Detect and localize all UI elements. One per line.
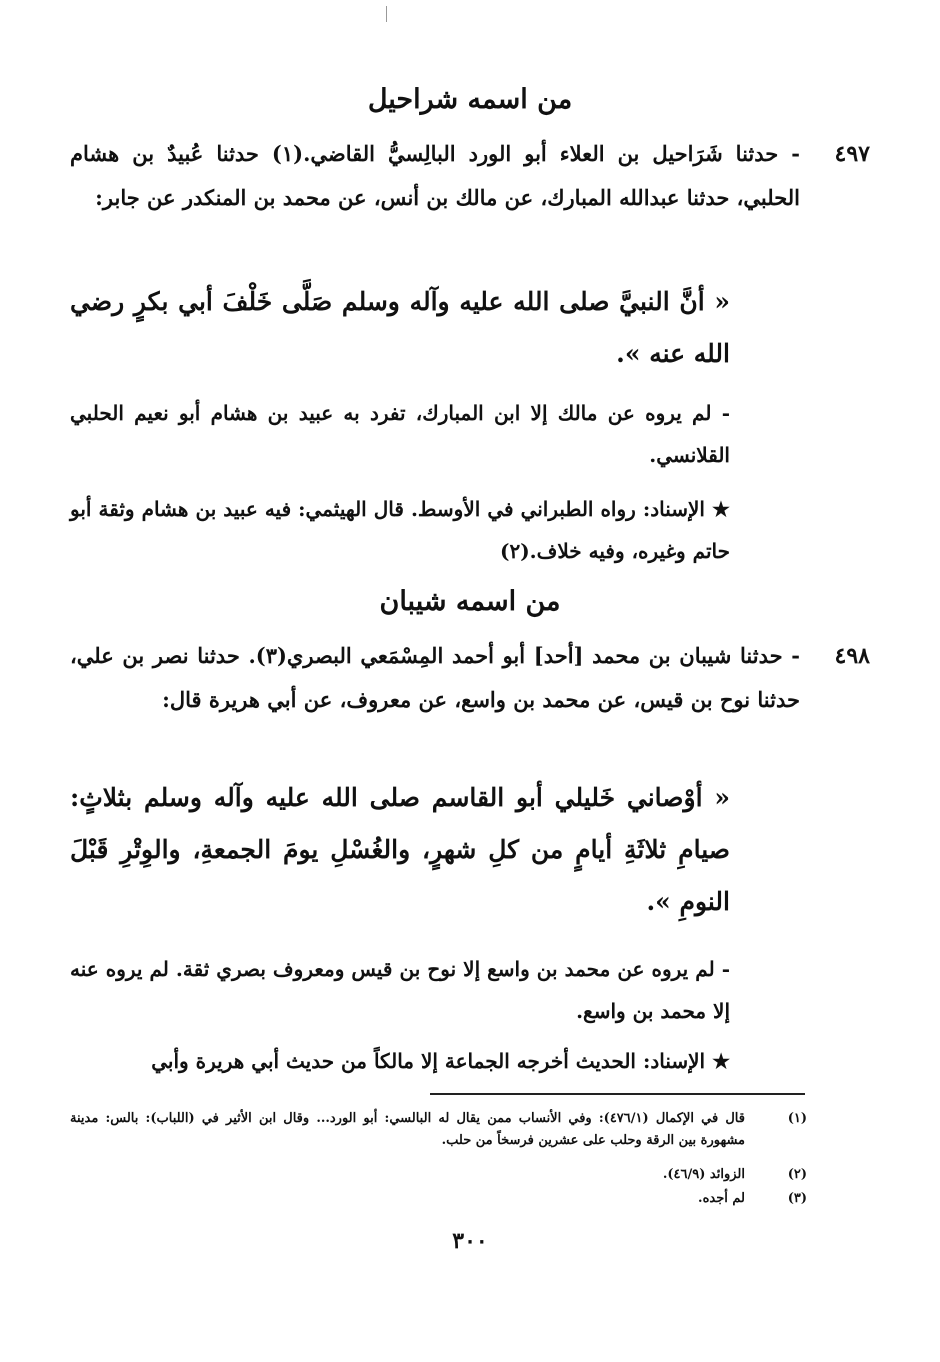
entry-number: ٤٩٨ [834,643,870,669]
footnote-text: الزوائد (٤٦/٩). [662,1167,745,1182]
section-heading: من اسمه شراحيل [367,84,573,115]
footnote-rule [430,1093,805,1095]
footnote-text: قال في الإكمال (٤٧٦/١): وفي الأنساب ممن يقال له البالسي: أبو الورد... وقال ابن الأثير في (اللباب): بالس: مدينة مشهورة بين الرقة وحلب على عشرين فرسخاً من حلب. [70,1111,745,1148]
footnote [70,1108,805,1152]
isnad-text: الحديث أخرجه الجماعة إلا مالكاً من حديث أبي هريرة وأبي [151,1049,636,1073]
hadith-text: « أوْصاني خَليلي أبو القاسم صلى الله عليه وآله وسلم بثلاثٍ: صيامِ ثلاثَةِ أيامٍ من كلِ شهرٍ، والغُسْلِ يومَ الجمعةِ، والوِتْرِ قَبْلَ النومِ ». [70,783,730,916]
isnad-note [70,1040,730,1082]
hadith-entry [70,132,870,220]
scan-mark [386,6,387,22]
entry-number: ٤٩٧ [834,141,870,167]
footnote-number: (٣) [787,1191,807,1206]
remark: - لم يروه عن مالك إلا ابن المبارك، تفرد به عبيد بن هشام أبو نعيم الحلبي القلانسي. [70,401,730,467]
isnad-label: ★ الإسناد: [642,1049,730,1073]
footnote [70,1164,805,1186]
page-number: ٣٠٠ [452,1228,488,1254]
footnote-text: لم أجده. [698,1191,745,1206]
remark: - لم يروه عن محمد بن واسع إلا نوح بن قيس ومعروف بصري ثقة. لم يروه عنه إلا محمد بن واسع. [70,957,730,1023]
footnote-number: (١) [787,1111,807,1126]
isnad-text: رواه الطبراني في الأوسط. قال الهيثمي: فيه عبيد بن هشام وثقة أبو حاتم وغيره، وفيه خلاف.(٢) [70,497,730,563]
isnad-label: ★ الإسناد: [642,497,731,521]
isnad-note [70,488,730,572]
entry-text: - حدثنا شيبان بن محمد [أحد] أبو أحمد المِسْمَعي البصري(٣). حدثنا نصر بن علي، حدثنا نوح بن قيس، عن محمد بن واسع، عن معروف، عن أبي هريرة قال: [70,643,800,712]
footnote-number: (٢) [787,1167,807,1182]
section-heading: من اسمه شيبان [379,586,561,617]
entry-text: - حدثنا شَرَاحيل بن العلاء أبو الورد البالِسيُّ القاضي.(١) حدثنا عُبيدٌ بن هشام الحلبي، حدثنا عبدالله المبارك، عن مالك بن أنس، عن محمد بن المنكدر عن جابر: [70,141,801,210]
hadith-text: « أنَّ النبيَّ صلى الله عليه وآله وسلم صَلَّى خَلْفَ أبي بكرٍ رضي الله عنه ». [70,287,730,368]
footnote [70,1188,805,1210]
hadith-entry [70,634,870,722]
